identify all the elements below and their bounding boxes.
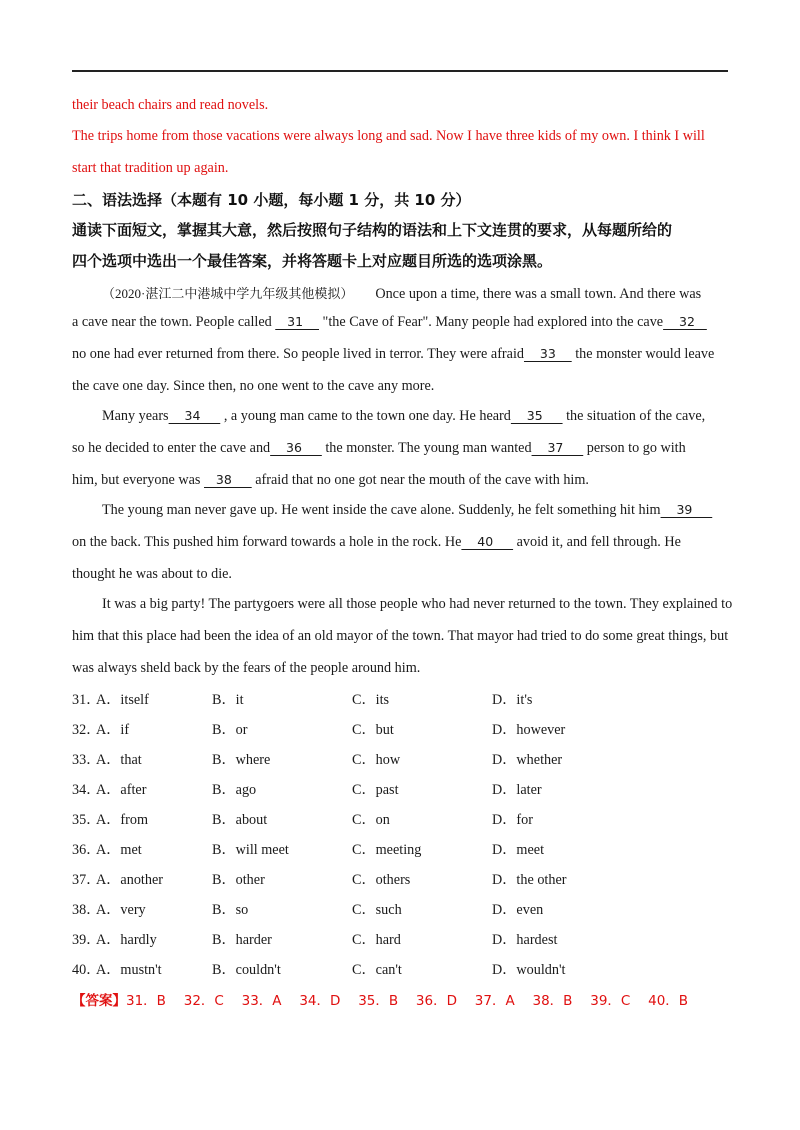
- question-number: 31．: [72, 692, 101, 708]
- option-d: D．whether: [492, 752, 563, 768]
- question-39: [72, 929, 728, 949]
- blank-33: 33: [523, 346, 572, 361]
- option-d: D．it's: [492, 692, 533, 708]
- passage-text: a cave near the town. People called: [72, 314, 276, 330]
- passage-text: no one had ever returned from there. So people lived in terror. They were afraid: [72, 346, 524, 362]
- question-number: 36．: [72, 842, 101, 858]
- option-d: D．the other: [492, 872, 567, 888]
- option-d: D．wouldn't: [492, 962, 566, 978]
- question-number: 32．: [72, 722, 101, 738]
- passage-p2-line-1: [102, 408, 705, 425]
- option-b: B．about: [212, 812, 268, 828]
- section-instruction-1: 通读下面短文，掌握其大意，然后按照句子结构的语法和上下文连贯的要求，从每题所给的: [72, 221, 673, 239]
- question-36: [72, 839, 728, 859]
- option-a: A．from: [96, 812, 149, 828]
- option-c: C．on: [352, 812, 390, 828]
- blank-31: 31: [275, 314, 319, 329]
- answer-text: 31．B 32．C 33．A 34．D 35．B 36．D 37．A 38．B 39．C 40．B: [126, 993, 689, 1009]
- question-38: [72, 899, 728, 919]
- prev-answer-line-3: start that tradition up again.: [72, 160, 229, 176]
- option-c: C．can't: [352, 962, 402, 978]
- prev-answer-line-2: The trips home from those vacations were always long and sad. Now I have three kids of my own. I think I will: [72, 128, 705, 144]
- question-40: [72, 959, 728, 979]
- passage-p1-line-2: [72, 314, 707, 331]
- passage-text: The young man never gave up. He went inside the cave alone. Suddenly, he felt something hit him: [102, 502, 661, 518]
- passage-text: on the back. This pushed him forward towards a hole in the rock. He: [72, 534, 462, 550]
- option-a: A．after: [96, 782, 147, 798]
- option-b: B．other: [212, 872, 265, 888]
- passage-text: so he decided to enter the cave and: [72, 440, 271, 456]
- blank-38: 38: [204, 472, 252, 487]
- option-a: A．hardly: [96, 932, 157, 948]
- answer-label: 【答案】: [72, 993, 126, 1009]
- top-divider-rule: [72, 70, 728, 72]
- option-c: C．hard: [352, 932, 401, 948]
- option-c: C．its: [352, 692, 390, 708]
- option-a: A．very: [96, 902, 146, 918]
- question-number: 38．: [72, 902, 101, 918]
- section-title: 二、语法选择（本题有 10 小题，每小题 1 分，共 10 分）: [72, 191, 471, 209]
- passage-p3-line-3: thought he was about to die.: [72, 566, 232, 582]
- question-35: [72, 809, 728, 829]
- question-number: 40．: [72, 962, 101, 978]
- option-d: D．however: [492, 722, 566, 738]
- option-c: C．how: [352, 752, 401, 768]
- option-b: B．so: [212, 902, 249, 918]
- option-d: D．later: [492, 782, 542, 798]
- blank-37: 37: [531, 440, 584, 455]
- section-instruction-2: 四个选项中选出一个最佳答案，并将答题卡上对应题目所选的选项涂黑。: [72, 252, 553, 270]
- passage-p4-line-2: him that this place had been the idea of an old mayor of the town. That mayor had tried to do some great things, but: [72, 628, 729, 644]
- option-d: D．meet: [492, 842, 545, 858]
- blank-36: 36: [270, 440, 322, 455]
- option-b: B．couldn't: [212, 962, 281, 978]
- blank-35: 35: [510, 408, 563, 423]
- option-c: C．meeting: [352, 842, 422, 858]
- passage-p4-line-3: was always sheld back by the fears of the people around him.: [72, 660, 421, 676]
- passage-text: the monster would leave: [571, 346, 715, 362]
- passage-text: person to go with: [583, 440, 686, 456]
- passage-text: him, but everyone was: [72, 472, 204, 488]
- question-number: 39．: [72, 932, 101, 948]
- blank-39: 39: [660, 502, 713, 517]
- blank-34: 34: [168, 408, 221, 423]
- option-c: C．others: [352, 872, 411, 888]
- passage-text: afraid that no one got near the mouth of the cave with him.: [251, 472, 589, 488]
- question-number: 34．: [72, 782, 101, 798]
- passage-text: , a young man came to the town one day. He heard: [220, 408, 511, 424]
- option-b: B．where: [212, 752, 271, 768]
- passage-text: the monster. The young man wanted: [321, 440, 532, 456]
- option-c: C．such: [352, 902, 402, 918]
- passage-source: （2020·湛江二中港城中学九年级其他模拟）: [102, 286, 354, 301]
- passage-p2-line-2: [72, 440, 686, 457]
- question-32: [72, 719, 728, 739]
- passage-p1-line-1: [102, 283, 701, 303]
- option-c: C．past: [352, 782, 399, 798]
- passage-p3-line-1: [102, 502, 712, 519]
- option-d: D．for: [492, 812, 533, 828]
- option-b: B．harder: [212, 932, 272, 948]
- option-b: B．it: [212, 692, 244, 708]
- blank-32: 32: [663, 314, 707, 329]
- option-b: B．ago: [212, 782, 257, 798]
- option-a: A．another: [96, 872, 163, 888]
- blank-40: 40: [461, 534, 514, 549]
- option-a: A．mustn't: [96, 962, 162, 978]
- passage-p3-line-2: [72, 534, 681, 551]
- question-number: 37．: [72, 872, 101, 888]
- option-d: D．even: [492, 902, 544, 918]
- option-a: A．itself: [96, 692, 149, 708]
- answer-key: [72, 989, 688, 1009]
- passage-p4-line-1: It was a big party! The partygoers were all those people who had never returned to the town. They explained to: [102, 596, 733, 612]
- passage-text: Once upon a time, there was a small town. And there was: [375, 286, 702, 302]
- option-b: B．or: [212, 722, 248, 738]
- question-number: 33．: [72, 752, 101, 768]
- passage-text: Many years: [102, 408, 169, 424]
- passage-p1-line-4: the cave one day. Since then, no one went to the cave any more.: [72, 378, 435, 394]
- passage-text: "the Cave of Fear". Many people had explored into the cave: [319, 314, 664, 330]
- question-number: 35．: [72, 812, 101, 828]
- option-a: A．if: [96, 722, 130, 738]
- passage-p2-line-3: [72, 472, 589, 489]
- passage-text: avoid it, and fell through. He: [513, 534, 681, 550]
- option-a: A．met: [96, 842, 142, 858]
- question-33: [72, 749, 728, 769]
- question-37: [72, 869, 728, 889]
- question-31: [72, 689, 728, 709]
- option-b: B．will meet: [212, 842, 289, 858]
- option-d: D．hardest: [492, 932, 558, 948]
- question-34: [72, 779, 728, 799]
- prev-answer-line-1: their beach chairs and read novels.: [72, 97, 269, 113]
- option-c: C．but: [352, 722, 394, 738]
- passage-text: the situation of the cave,: [562, 408, 706, 424]
- option-a: A．that: [96, 752, 142, 768]
- passage-p1-line-3: [72, 346, 714, 363]
